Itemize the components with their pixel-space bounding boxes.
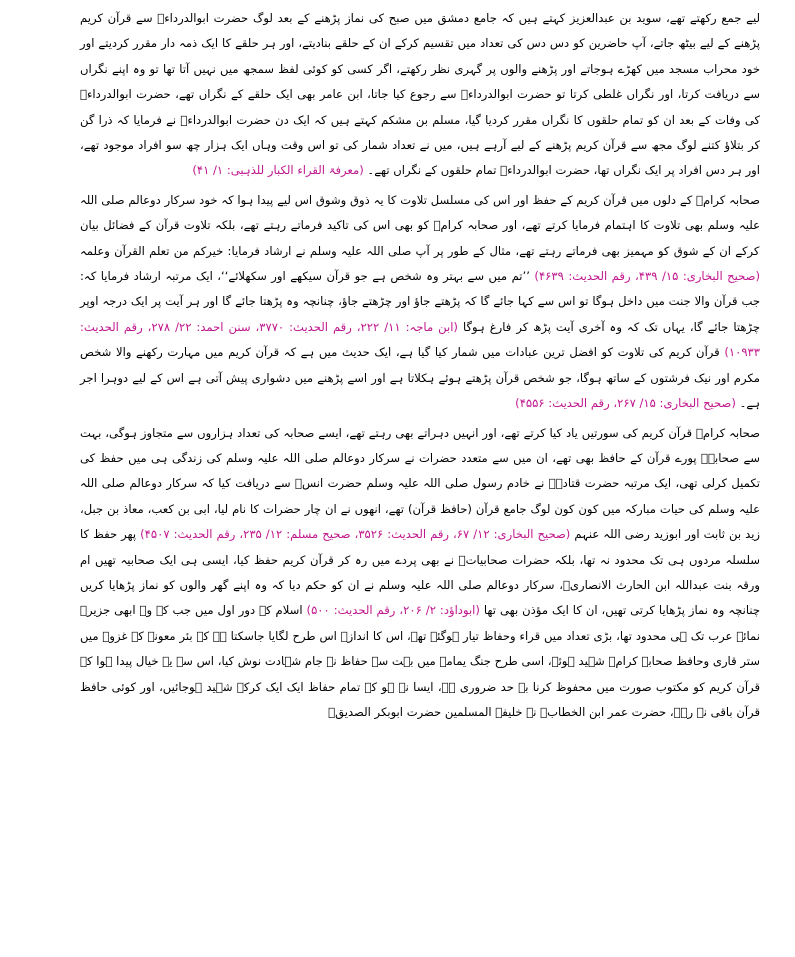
- citation: (معرفۃ القراء الکبار للذہبی: ۱/ ۴۱): [192, 163, 364, 178]
- citation: (صحیح البخاری: ۱۲/ ۶۷، رقم الحدیث: ۳۵۲۶، صحیح مسلم: ۱۲/ ۲۳۵، رقم الحدیث: ۴۵۰۷): [140, 527, 571, 542]
- citation: (صحیح البخاری: ۱۵/ ۲۶۷، رقم الحدیث: ۴۵۵۶): [515, 396, 736, 411]
- document-page: [80, 6, 760, 725]
- paragraph-1: [80, 6, 760, 184]
- citation: (ابوداؤد: ۲/ ۲۰۶، رقم الحدیث: ۵۰۰): [306, 603, 480, 618]
- citation: (ابن ماجہ: ۱۱/ ۲۲۲، رقم الحدیث: ۳۷۷۰، سنن احمد: ۲۲/ ۲۷۸، رقم الحدیث: ۱۰۹۳۳): [80, 319, 760, 360]
- body-text: اسلام کے دور اول میں جب کہ وہ ابھی جزیرہ نمائے عرب تک ہی محدود تھا، بڑی تعداد میں قراء وحفاظ تیار ہوگئے تھے، اس کا اندازہ اس طرح لگایا جاسکتا ہے کہ بئر معونہ کے غزوے میں ستر قاری وحافظ صحابہ کرامؓ شہید ہوئے، اسی طرح جنگ یمامہ میں بہت سے حفاظ نے جام شہادت نوش کیا، اس سے یہ خیال پیدا ہوا کہ قرآن کریم کو مکتوب صورت میں محفوظ کرنا بے حد ضروری ہے، ایسا نہ ہو کہ تمام حفاظ ایک ایک کرکے شہید ہوجائیں، اور کوئی حافظ قرآن باقی نہ رہے، حضرت عمر ابن الخطابؓ نے خلیفۃ المسلمین حضرت ابوبکر الصدیقؓ: [80, 603, 760, 719]
- paragraph-2: [80, 188, 760, 417]
- body-text: پھر حفظ کا سلسلہ مردوں ہی تک محدود نہ تھا، بلکہ حضرات صحابیاتؓ نے بھی پردے میں رہ کر قرآن کریم حفظ کیا، ایسی ہی ایک صحابیہ تھیں ام ورقہ بنت عبداللہ ابن الحارث الانصاریؓ، سرکار دوعالم صلی اللہ علیہ وسلم نے ان کو حکم دیا کہ وہ اپنے گھر والوں کو نماز پڑھایا کریں چنانچہ وہ نماز پڑھایا کرتی تھیں، ان کا ایک مؤذن بھی تھا: [80, 527, 761, 618]
- body-text: قرآن کریم کی تلاوت کو افضل ترین عبادات میں شمار کیا گیا ہے، ایک حدیث میں ہے کہ قرآن کریم میں مہارت رکھنے والا شخص مکرم اور نیک فرشتوں کے ساتھ ہوگا، جو شخص قرآن پڑھتے ہوئے ہکلاتا ہے اور اسے پڑھنے میں دشواری پیش آتی ہے اس کے لیے دوہرا اجر ہے۔: [80, 345, 760, 411]
- citation: (صحیح البخاری: ۱۵/ ۴۳۹، رقم الحدیث: ۴۶۳۹): [534, 269, 761, 284]
- body-text: لیے جمع رکھتے تھے، سوید بن عبدالعزیز کہتے ہیں کہ جامع دمشق میں صبح کی نماز پڑھنے کے بعد لوگ حضرت ابوالدرداءؓ سے قرآن کریم پڑھنے کے لیے بیٹھ جاتے، آپ حاضرین کو دس دس کی تعداد میں تقسیم کرکے ان کے حلقے بنادیتے، اور ہر حلقے کا ایک ذمہ دار مقرر کردیتے اور خود محراب مسجد میں کھڑے ہوجاتے اور پڑھنے والوں پر گہری نظر رکھتے، اگر کسی کو کوئی لفظ سمجھ میں نہیں آتا تھا تو وہ اپنے نگراں سے دریافت کرتا، اور نگراں غلطی کرتا تو حضرت ابوالدرداءؓ سے رجوع کیا جاتا، ابن عامر بھی ایک حلقے کے نگراں تھے، حضرت ابوالدرداءؓ کی وفات کے بعد ان کو تمام حلقوں کا نگراں مقرر کردیا گیا، مسلم بن مشکم کہتے ہیں کہ ایک دن حضرت ابوالدرداءؓ نے فرمایا کہ ذرا گن کر بتلاؤ کتنے لوگ مجھ سے قرآن کریم پڑھنے کے لیے آرہے ہیں، میں نے تعداد شمار کی تو اس وقت وہاں ایک ہزار چھ سو افراد موجود تھے، اور ہر دس افراد پر ایک نگراں تھا، حضرت ابوالدرداءؓ تمام حلقوں کے نگراں تھے۔: [80, 11, 760, 178]
- body-text: صحابہ کرامؓ کے دلوں میں قرآن کریم کے حفظ اور اس کی مسلسل تلاوت کا یہ ذوق وشوق اس لیے پیدا ہوا کہ خود سرکار دوعالم صلی اللہ علیہ وسلم بھی تلاوت کا اہتمام فرمایا کرتے تھے، اور صحابہ کرامؓ کو بھی اس کی تاکید فرماتے رہتے تھے، بلکہ تلاوت قرآن کے فضائل بیان کرکے ان کے شوق کو مہمیز بھی فرماتے رہتے تھے، مثال کے طور پر آپ صلی اللہ علیہ وسلم نے ارشاد فرمایا: خیرکم من تعلم القرآن وعلمہ: [80, 192, 760, 258]
- body-text: صحابہ کرامؓ قرآن کریم کی سورتیں یاد کیا کرتے تھے، اور انہیں دہراتے بھی رہتے تھے، ایسے صحابہ کی تعداد ہزاروں سے متجاوز ہوگی، بہت سے صحابہؓ پورے قرآن کے حافظ بھی تھے، ان میں سے متعدد حضرات نے سرکار دوعالم صلی اللہ علیہ وسلم کی زندگی ہی میں حفظ کی تکمیل کرلی تھی، ایک مرتبہ حضرت قتادۃؒ نے خادم رسول صلی اللہ علیہ وسلم حضرت انسؓ سے دریافت کیا کہ سرکار دوعالم صلی اللہ علیہ وسلم کی حیات مبارکہ میں کون کون لوگ جامع قرآن (حافظ قرآن) تھے، انھوں نے ان چار حضرات کا نام لیا، ابی بن کعب، معاذ بن جبل، زید بن ثابت اور ابوزید رضی اللہ عنہم: [80, 425, 761, 542]
- body-text: ’’تم میں سے بہتر وہ شخص ہے جو قرآن سیکھے اور سکھلائے‘‘، ایک مرتبہ ارشاد فرمایا کہ: جب قرآن والا جنت میں داخل ہوگا تو اس سے کہا جائے گا کہ پڑھتے جاؤ اور چڑھتے جاؤ، چنانچہ وہ پڑھتا جائے گا اور ہر آیت پر ایک درجہ اوپر چڑھتا جائے گا، یہاں تک کہ وہ آخری آیت پڑھ کر فارغ ہوگا: [80, 269, 761, 334]
- paragraph-3: [80, 421, 760, 726]
